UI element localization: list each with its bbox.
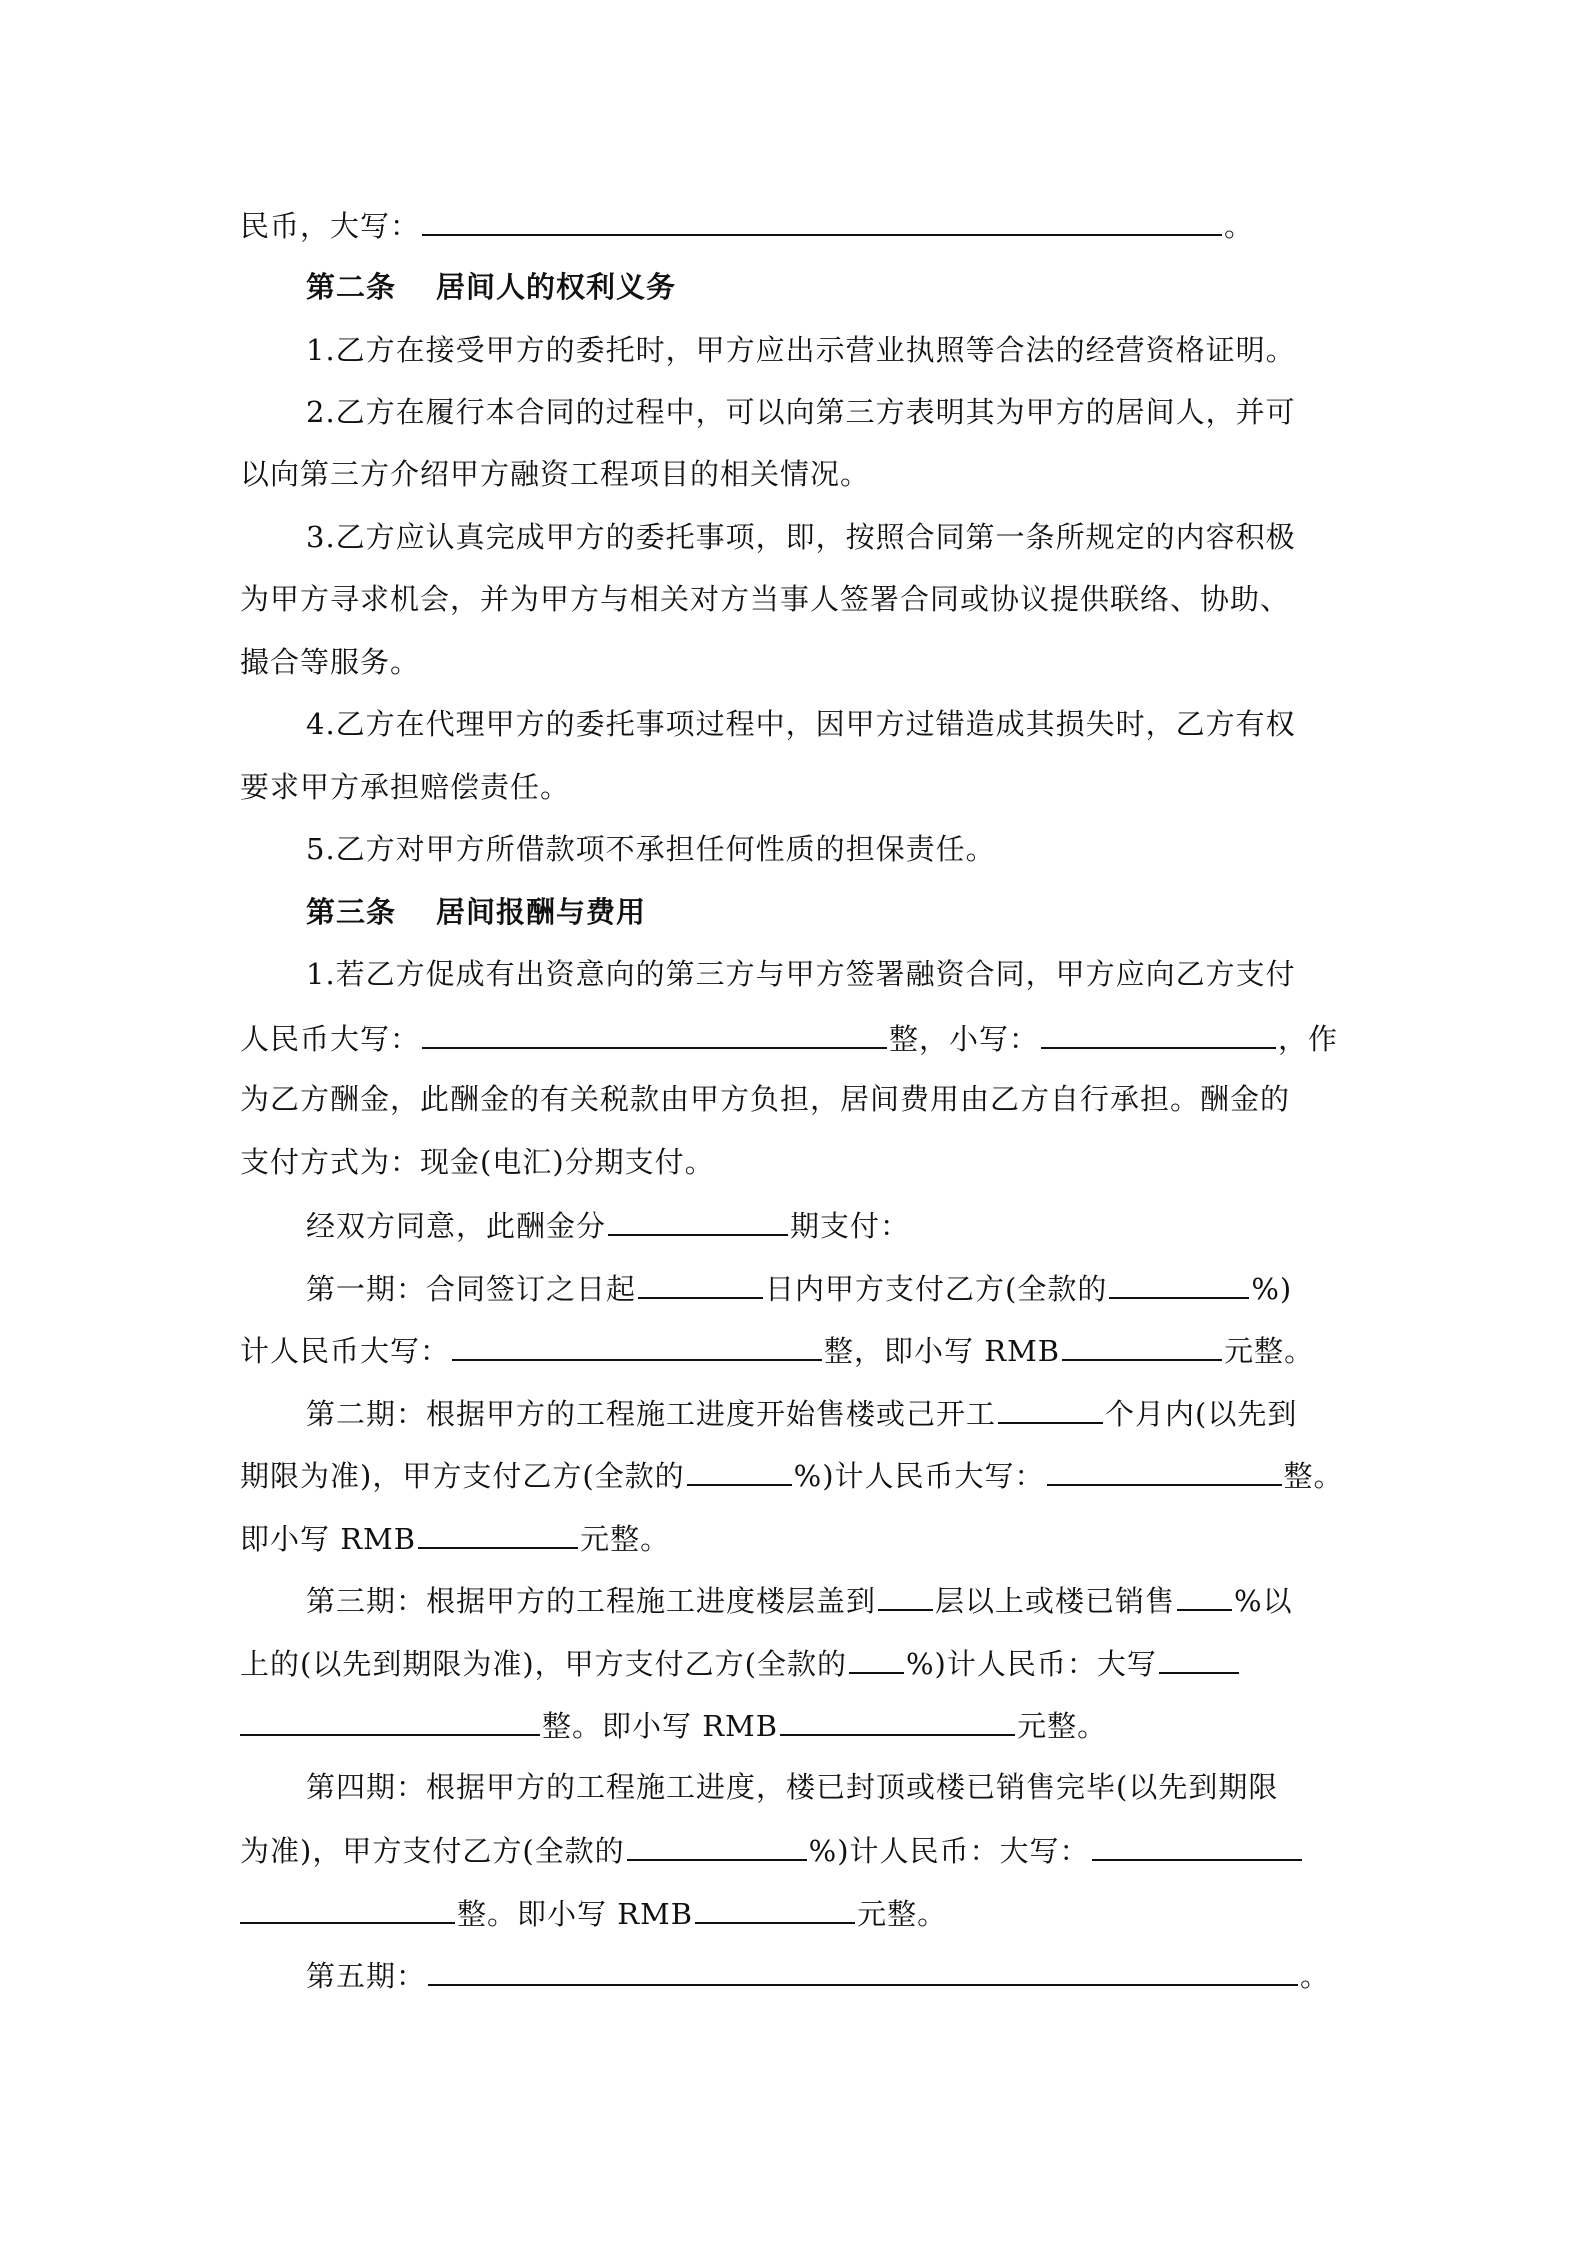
text-line <box>306 700 1296 748</box>
fill-blank <box>422 200 1222 236</box>
text: 第二期：根据甲方的工程施工进度开始售楼或己开工 <box>306 1397 997 1431</box>
text: 整，小写： <box>889 1022 1040 1056</box>
fill-blank <box>638 1263 763 1299</box>
text: 第一期：合同签订之日起 <box>306 1272 637 1306</box>
fill-blank <box>428 1950 1298 1986</box>
text: 要求甲方承担赔偿责任。 <box>240 770 571 804</box>
text: 为乙方酬金，此酬金的有关税款由甲方负担，居间费用由乙方自行承担。酬金的 <box>240 1082 1291 1116</box>
text-line <box>306 1263 1292 1311</box>
article-number: 第三条 <box>306 895 397 929</box>
text: 整，即小写 RMB <box>824 1334 1061 1368</box>
text: 经双方同意，此酬金分 <box>306 1209 607 1243</box>
fill-blank <box>1177 1575 1232 1611</box>
text-line <box>240 1825 1304 1873</box>
text: 1.乙方在接受甲方的委托时，甲方应出示营业执照等合法的经营资格证明。 <box>306 333 1296 367</box>
fill-blank <box>878 1575 933 1611</box>
text-line <box>306 326 1296 374</box>
fill-blank <box>452 1325 822 1361</box>
text: %) <box>1251 1272 1293 1306</box>
text-line <box>240 1888 947 1936</box>
text-line <box>306 1763 1278 1811</box>
text: 期支付： <box>790 1209 911 1243</box>
text: 人民币大写： <box>240 1022 421 1056</box>
text-line <box>306 1575 1293 1623</box>
text-line <box>306 825 996 873</box>
text-line <box>306 513 1296 561</box>
text-line <box>240 1513 670 1561</box>
text: 整。即小写 RMB <box>542 1709 779 1743</box>
text-line <box>306 388 1296 436</box>
text: 。 <box>1300 1959 1331 1993</box>
text: 4.乙方在代理甲方的委托事项过程中，因甲方过错造成其损失时，乙方有权 <box>306 707 1296 741</box>
fill-blank <box>627 1825 807 1861</box>
fill-blank <box>1109 1263 1249 1299</box>
text: 第五期： <box>306 1959 427 1993</box>
text: 支付方式为：现金(电汇)分期支付。 <box>240 1145 715 1179</box>
text: 1.若乙方促成有出资意向的第三方与甲方签署融资合同，甲方应向乙方支付 <box>306 957 1296 991</box>
text-line <box>240 200 1254 248</box>
text: 3.乙方应认真完成甲方的委托事项，即，按照合同第一条所规定的内容积极 <box>306 520 1296 554</box>
text-line <box>240 1700 1107 1748</box>
article-heading <box>306 263 676 311</box>
fill-blank <box>687 1450 792 1486</box>
text: 层以上或楼已销售 <box>935 1584 1176 1618</box>
text: %以 <box>1234 1584 1293 1618</box>
article-heading <box>306 888 646 936</box>
text: 民币，大写： <box>240 209 421 243</box>
fill-blank <box>998 1388 1103 1424</box>
fill-blank <box>695 1888 855 1924</box>
text: 撮合等服务。 <box>240 645 421 679</box>
fill-blank <box>1041 1013 1276 1049</box>
text-line <box>240 638 420 686</box>
text: 元整。 <box>1017 1709 1108 1743</box>
text: 为甲方寻求机会，并为甲方与相关对方当事人签署合同或协议提供联络、协助、 <box>240 582 1291 616</box>
fill-blank <box>240 1888 455 1924</box>
fill-blank <box>849 1638 904 1674</box>
text: %)计人民币：大写： <box>808 1834 1090 1868</box>
text: 以向第三方介绍甲方融资工程项目的相关情况。 <box>240 457 871 491</box>
text: 第四期：根据甲方的工程施工进度，楼已封顶或楼已销售完毕(以先到期限 <box>306 1770 1279 1804</box>
text: 即小写 RMB <box>240 1522 417 1556</box>
text: 上的(以先到期限为准)，甲方支付乙方(全款的 <box>240 1647 847 1681</box>
text-line <box>240 763 570 811</box>
fill-blank <box>1159 1638 1239 1674</box>
text: 。 <box>1224 209 1255 243</box>
text-line <box>240 450 870 498</box>
text: 计人民币大写： <box>240 1334 451 1368</box>
text: ，作 <box>1278 1022 1339 1056</box>
fill-blank <box>608 1200 788 1236</box>
text: 2.乙方在履行本合同的过程中，可以向第三方表明其为甲方的居间人，并可 <box>306 395 1296 429</box>
text-line <box>240 1013 1338 1061</box>
text: 5.乙方对甲方所借款项不承担任何性质的担保责任。 <box>306 832 996 866</box>
text-line <box>240 1325 1314 1373</box>
text-line <box>240 1450 1344 1498</box>
fill-blank <box>1092 1825 1302 1861</box>
text: 期限为准)，甲方支付乙方(全款的 <box>240 1459 685 1493</box>
article-title: 居间报酬与费用 <box>436 895 647 929</box>
fill-blank <box>780 1700 1015 1736</box>
text-line <box>240 1138 715 1186</box>
article-number: 第二条 <box>306 270 397 304</box>
text: 整。即小写 RMB <box>457 1897 694 1931</box>
fill-blank <box>240 1700 540 1736</box>
fill-blank <box>1047 1450 1282 1486</box>
text-line <box>240 575 1290 623</box>
fill-blank <box>422 1013 887 1049</box>
text-line <box>306 950 1296 998</box>
text-line <box>240 1075 1290 1123</box>
text: 第三期：根据甲方的工程施工进度楼层盖到 <box>306 1584 877 1618</box>
text: 元整。 <box>580 1522 671 1556</box>
text: 为准)，甲方支付乙方(全款的 <box>240 1834 625 1868</box>
text-line <box>306 1950 1330 1998</box>
text: 个月内(以先到 <box>1105 1397 1298 1431</box>
fill-blank <box>418 1513 578 1549</box>
text: 元整。 <box>1224 1334 1315 1368</box>
text-line <box>306 1388 1297 1436</box>
text: %)计人民币：大写 <box>905 1647 1157 1681</box>
text: 日内甲方支付乙方(全款的 <box>765 1272 1108 1306</box>
text-line <box>306 1200 910 1248</box>
text: %)计人民币大写： <box>793 1459 1045 1493</box>
text-line <box>240 1638 1241 1686</box>
text: 整。 <box>1283 1459 1344 1493</box>
fill-blank <box>1062 1325 1222 1361</box>
text: 元整。 <box>857 1897 948 1931</box>
article-title: 居间人的权利义务 <box>436 270 677 304</box>
